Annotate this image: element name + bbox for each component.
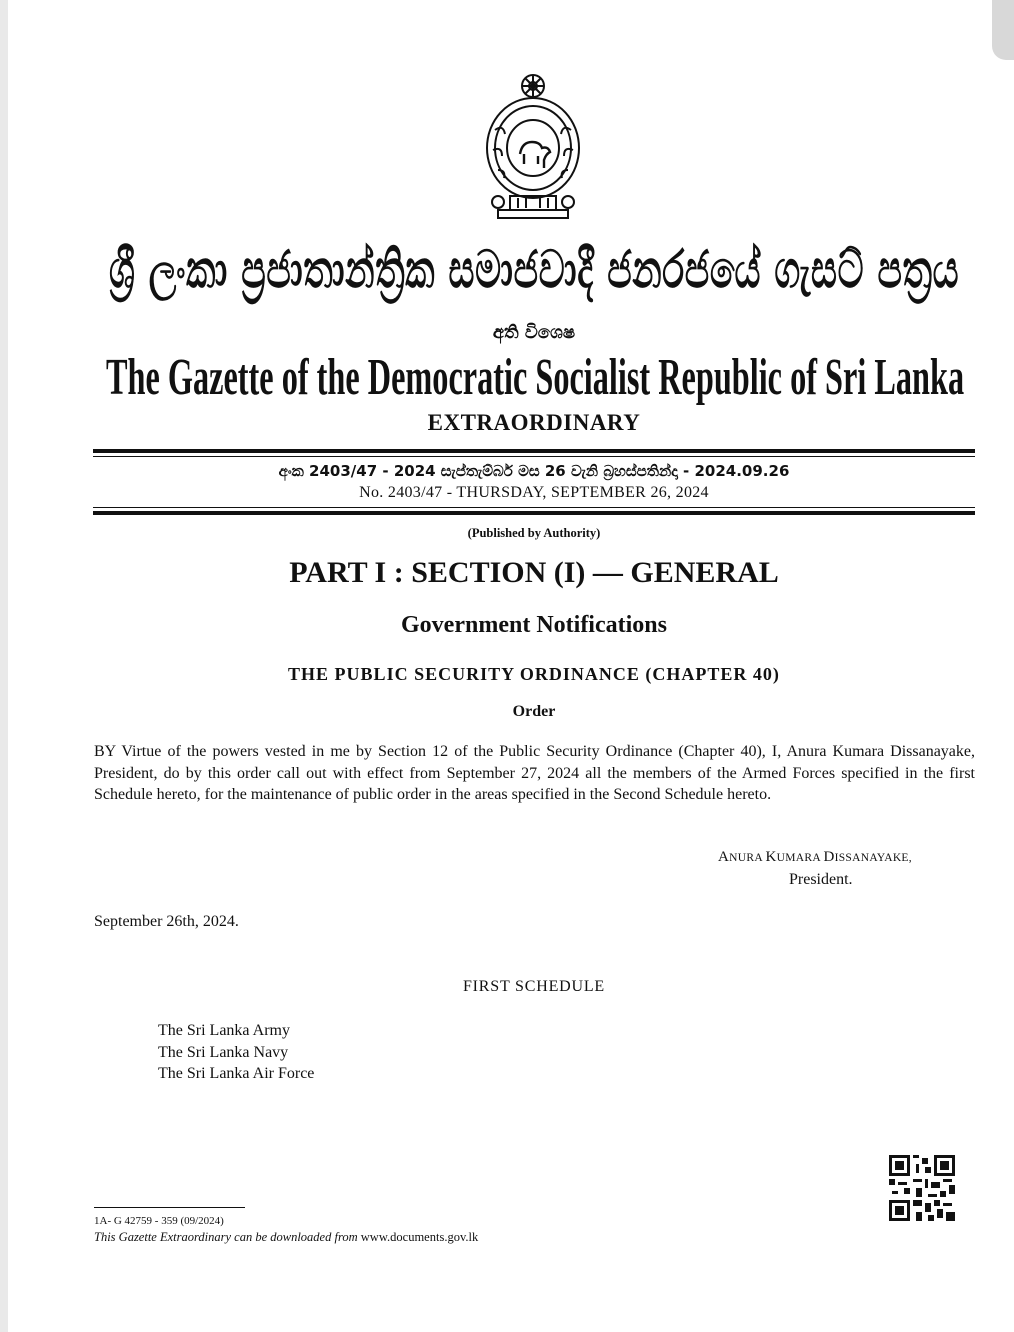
issue-rule-thin <box>93 507 975 508</box>
qr-code-icon[interactable] <box>889 1155 955 1221</box>
list-item: The Sri Lanka Navy <box>158 1043 289 1061</box>
published-by-authority: (Published by Authority) <box>467 526 601 540</box>
masthead-extraordinary-sinhala: අති විශෙෂ <box>492 322 576 343</box>
masthead-title-sinhala: ශ්‍රී ලංකා ප්‍රජාතාන්ත්‍රික සමාජවාදී ජනරජයේ ගැසට් පත්‍රය <box>109 240 960 300</box>
ordinance-title: THE PUBLIC SECURITY ORDINANCE (CHAPTER 40) <box>288 664 780 684</box>
section-subheading: Government Notifications <box>401 612 667 638</box>
list-item: The Sri Lanka Air Force <box>158 1065 315 1082</box>
issue-rule-thick <box>93 511 975 515</box>
first-schedule-list <box>158 1020 314 1085</box>
list-item: The Sri Lanka Army <box>158 1022 290 1039</box>
footer-download-link[interactable]: www.documents.gov.lk <box>360 1230 479 1244</box>
footer-print-code: 1A- G 42759 - 359 (09/2024) <box>94 1215 224 1227</box>
order-date: September 26th, 2024. <box>94 913 239 930</box>
masthead-title-english: The Gazette of the Democratic Socialist Republic of Sri Lanka <box>106 349 965 406</box>
first-schedule-title: FIRST SCHEDULE <box>462 978 606 995</box>
page-curl <box>992 0 1014 60</box>
masthead-extraordinary: EXTRAORDINARY <box>427 410 641 435</box>
order-body-paragraph: BY Virtue of the powers vested in me by Section 12 of the Public Security Ordinance (Chapter 40), I, Anura Kumara Dissanayake, President, do by this order call out with effect from September 27, 2024 all the members of the Armed Forces specified in the first Schedule hereto, for the maintenance of public order in the areas specified in the Second Schedule hereto. <box>94 743 975 803</box>
footer-rule <box>94 1207 245 1208</box>
order-label: Order <box>512 703 556 720</box>
issue-line-sinhala: අංක 2403/47 - 2024 සැප්තැම්බර් මස 26 වැනි බ්‍රහස්පතින්දා - 2024.09.26 <box>278 462 790 480</box>
signatory-title: President. <box>789 871 853 888</box>
signatory-name: ANURA KUMARA DISSANAYAKE, <box>718 849 912 865</box>
sri-lanka-emblem-icon <box>482 70 584 222</box>
masthead-rule-thick <box>93 449 975 453</box>
masthead-rule-thin <box>93 456 975 457</box>
footer-download-note: This Gazette Extraordinary can be downloaded from www.documents.gov.lk <box>94 1230 479 1244</box>
part-heading: PART I : SECTION (I) — GENERAL <box>289 556 779 589</box>
issue-line-english: No. 2403/47 - THURSDAY, SEPTEMBER 26, 2024 <box>359 484 709 501</box>
